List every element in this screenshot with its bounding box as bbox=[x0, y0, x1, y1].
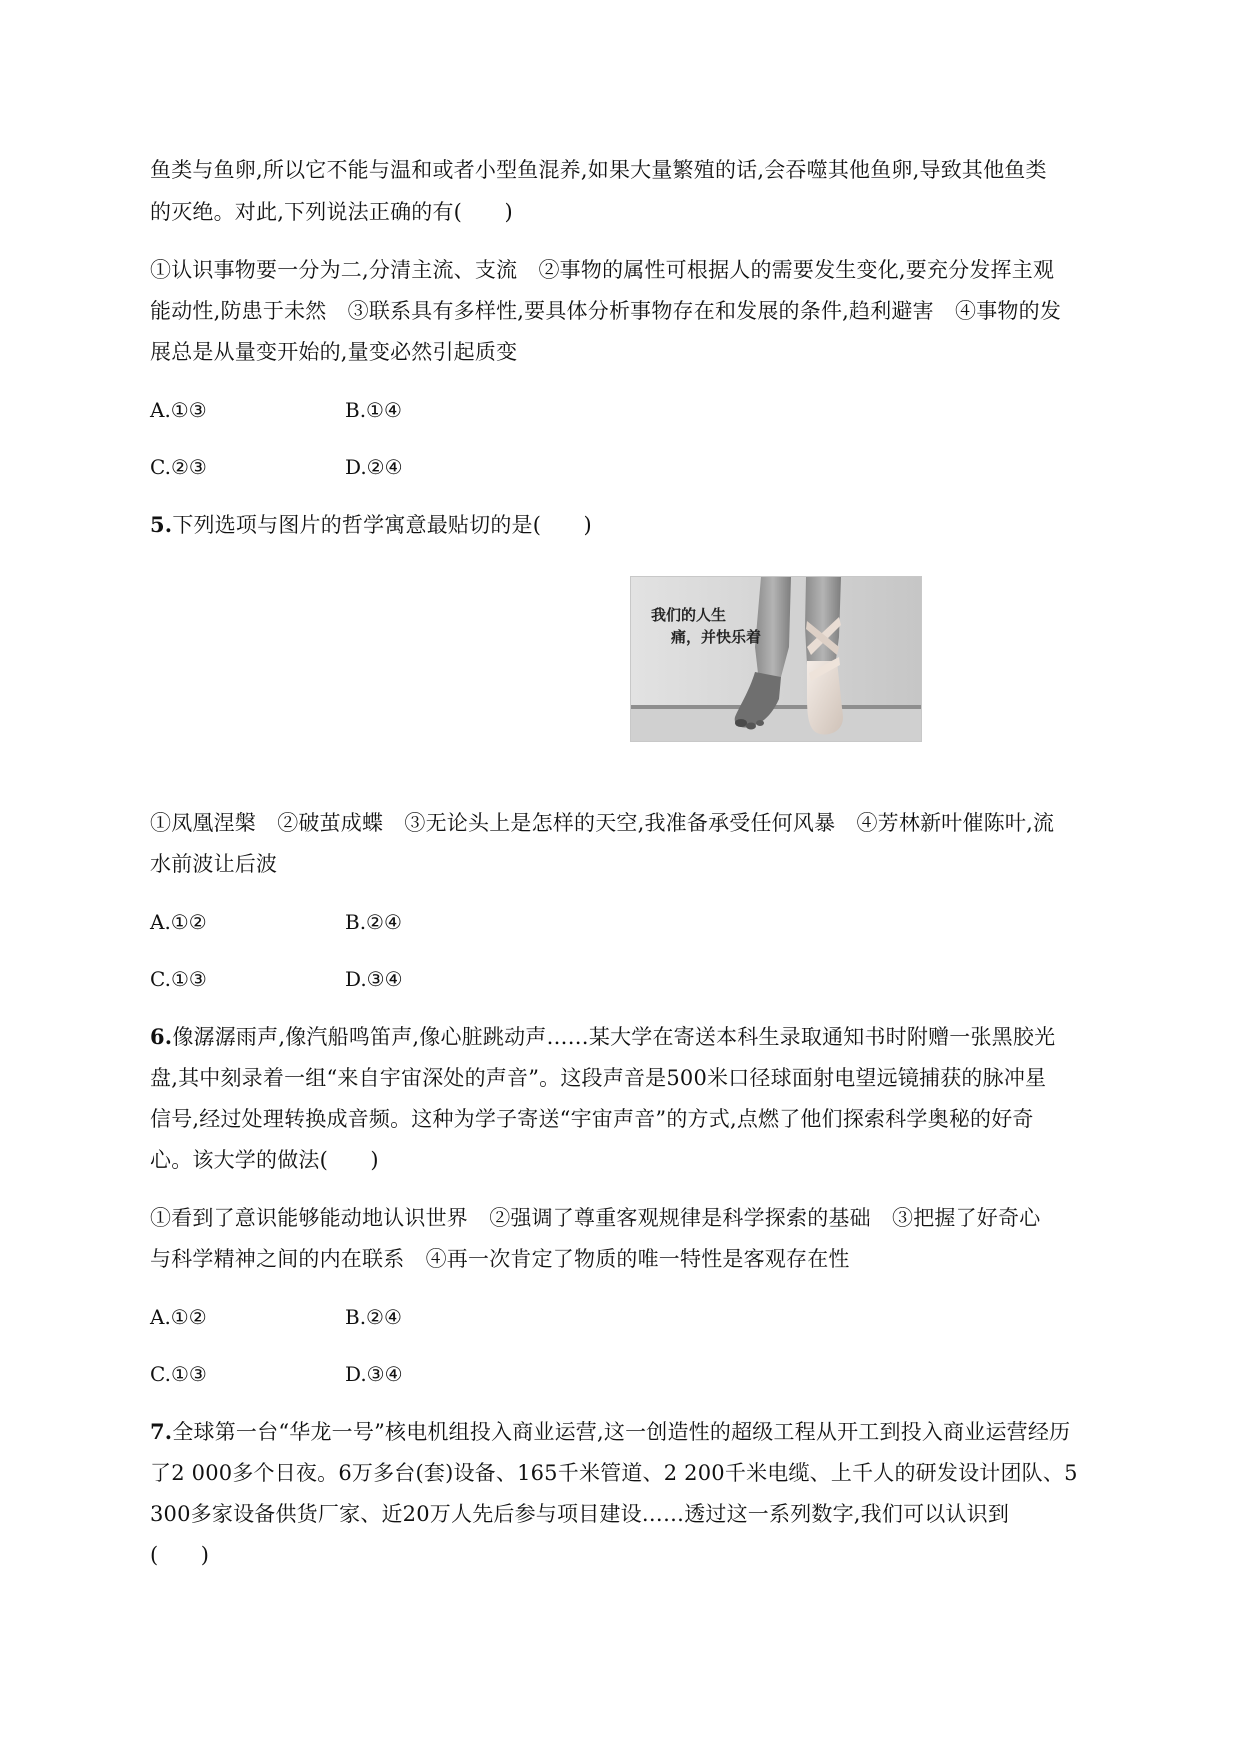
q7-number: 7. bbox=[150, 1419, 173, 1444]
q4-option-b[interactable]: B.①④ bbox=[345, 398, 402, 422]
q5-option-b[interactable]: B.②④ bbox=[345, 910, 402, 934]
q6-stem-line-1 bbox=[150, 1023, 1055, 1051]
q6-stem-line-3: 信号,经过处理转换成音频。这种为学子寄送“宇宙声音”的方式,点燃了他们探索科学奥秘的好奇 bbox=[150, 1107, 1034, 1131]
q7-stem-line-3: 300多家设备供货厂家、近20万人先后参与项目建设……透过这一系列数字,我们可以认识到 bbox=[150, 1502, 1010, 1526]
q5-statement-line-1: ①凤凰涅槃 ②破茧成蝶 ③无论头上是怎样的天空,我准备承受任何风暴 ④芳林新叶催陈叶,流 bbox=[150, 811, 1055, 835]
q5-option-c[interactable]: C.①③ bbox=[150, 967, 207, 991]
q6-option-c[interactable]: C.①③ bbox=[150, 1362, 207, 1386]
q4-stem-line-2: 的灭绝。对此,下列说法正确的有( ) bbox=[150, 200, 513, 224]
q7-stem-line-2: 了2 000多个日夜。6万多台(套)设备、165千米管道、2 200千米电缆、上千人的研发设计团队、5 bbox=[150, 1461, 1078, 1485]
q5-statement-line-2: 水前波让后波 bbox=[150, 852, 278, 876]
q6-option-a[interactable]: A.①② bbox=[150, 1305, 207, 1329]
q6-number: 6. bbox=[150, 1024, 173, 1049]
q6-stem-first: 像潺潺雨声,像汽船鸣笛声,像心脏跳动声……某大学在寄送本科生录取通知书时附赠一张黑胶光 bbox=[172, 1025, 1056, 1049]
ballet-feet-image bbox=[631, 577, 921, 741]
q6-option-d[interactable]: D.③④ bbox=[345, 1362, 403, 1386]
q4-stem-line-1: 鱼类与鱼卵,所以它不能与温和或者小型鱼混养,如果大量繁殖的话,会吞噬其他鱼卵,导致其他鱼类 bbox=[150, 158, 1047, 182]
q4-option-a[interactable]: A.①③ bbox=[150, 398, 207, 422]
q6-stem-line-2: 盘,其中刻录着一组“来自宇宙深处的声音”。这段声音是500米口径球面射电望远镜捕获的脉冲星 bbox=[150, 1066, 1047, 1090]
q5-option-a[interactable]: A.①② bbox=[150, 910, 207, 934]
q6-statement-line-1: ①看到了意识能够能动地认识世界 ②强调了尊重客观规律是科学探索的基础 ③把握了好奇心 bbox=[150, 1206, 1041, 1230]
q4-option-d[interactable]: D.②④ bbox=[345, 455, 403, 479]
figure-caption-line-2: 痛，并快乐着 bbox=[671, 628, 762, 646]
q7-stem-first: 全球第一台“华龙一号”核电机组投入商业运营,这一创造性的超级工程从开工到投入商业运营经历 bbox=[172, 1420, 1071, 1444]
q5-stem bbox=[150, 511, 592, 539]
figure-caption-line-1: 我们的人生 bbox=[651, 606, 727, 624]
q4-option-c[interactable]: C.②③ bbox=[150, 455, 207, 479]
q5-option-d[interactable]: D.③④ bbox=[345, 967, 403, 991]
q5-ballet-figure bbox=[630, 576, 922, 742]
q6-stem-line-4: 心。该大学的做法( ) bbox=[150, 1148, 379, 1172]
q4-statement-line-2: 能动性,防患于未然 ③联系具有多样性,要具体分析事物存在和发展的条件,趋利避害 ④事物的发 bbox=[150, 299, 1062, 323]
q4-statement-line-3: 展总是从量变开始的,量变必然引起质变 bbox=[150, 340, 518, 364]
q4-statement-line-1: ①认识事物要一分为二,分清主流、支流 ②事物的属性可根据人的需要发生变化,要充分发挥主观 bbox=[150, 258, 1055, 282]
q7-stem-line-4: ( ) bbox=[150, 1543, 210, 1567]
q6-statement-line-2: 与科学精神之间的内在联系 ④再一次肯定了物质的唯一特性是客观存在性 bbox=[150, 1247, 850, 1271]
q7-stem-line-1 bbox=[150, 1418, 1070, 1446]
q6-option-b[interactable]: B.②④ bbox=[345, 1305, 402, 1329]
q5-stem-text: 下列选项与图片的哲学寓意最贴切的是( ) bbox=[172, 513, 592, 537]
q5-number: 5. bbox=[150, 512, 173, 537]
